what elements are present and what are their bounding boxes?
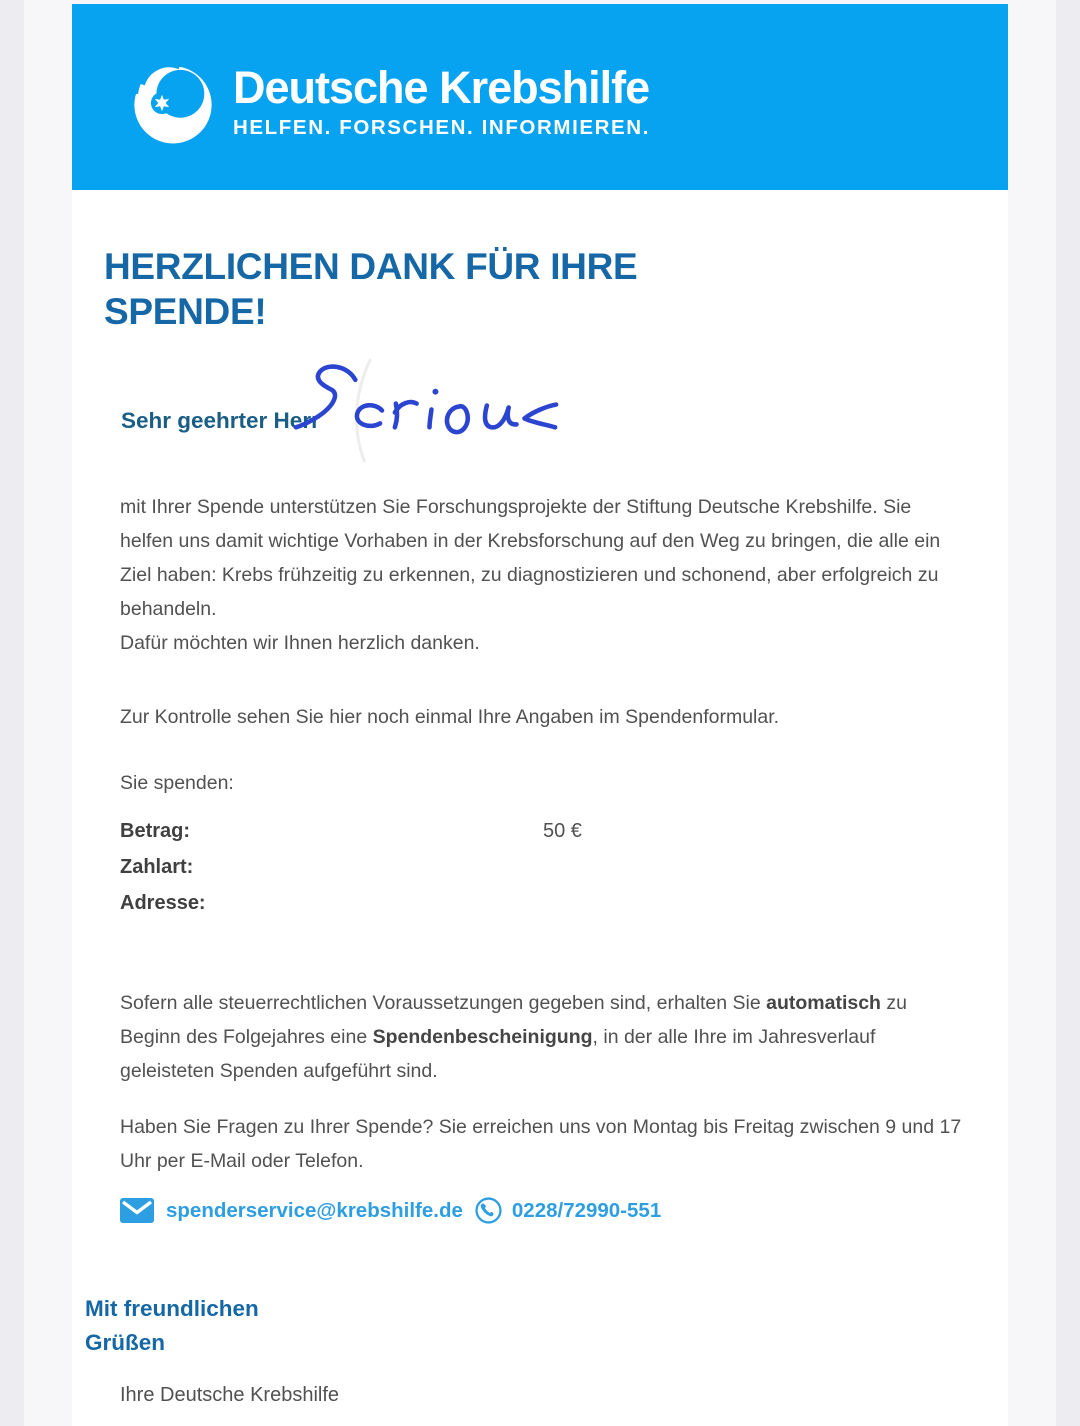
kontrolle-paragraph: Zur Kontrolle sehen Sie hier noch einmal Ihre Angaben im Spendenformular. (120, 706, 780, 728)
tax-note-part1: Sofern alle steuerrechtlichen Voraussetzungen gegeben sind, erhalten Sie (120, 992, 767, 1014)
brand-tagline: HELFEN. FORSCHEN. INFORMIEREN. (233, 116, 651, 139)
donation-row-zahlart (120, 856, 968, 892)
tax-note-bold-spendenbescheinigung: Spendenbescheinigung (372, 1026, 593, 1048)
zahlart-label: Zahlart: (120, 856, 194, 878)
brand-name: Deutsche Krebshilfe (233, 62, 650, 113)
krebshilfe-wave-star-logo-icon (127, 44, 219, 151)
page-title (104, 244, 744, 334)
signature-handwriting (293, 358, 565, 464)
closing-line1: Mit freundlichen (85, 1296, 259, 1321)
tax-note-part2: zu Beginn des Folgejahres eine (120, 992, 907, 1048)
tax-note-paragraph (120, 986, 970, 1088)
phone-number[interactable]: 0228/72990-551 (511, 1198, 662, 1222)
closing-line2: Grüßen (85, 1330, 166, 1355)
intro-text: mit Ihrer Spende unterstützen Sie Forschungsprojekte der Stiftung Deutsche Krebshilfe. Sie helfen uns damit wichtige Vorhaben in der Krebsforschung auf den Weg zu bringen, die alle ein Ziel haben: Krebs frühzeitig zu erkennen, zu diagnostizieren und schonend, aber erfolgreich zu behandeln. (120, 496, 941, 620)
donation-row-betrag (120, 820, 968, 856)
betrag-value: 50 € (543, 820, 582, 842)
phone-icon[interactable] (475, 1197, 502, 1224)
thanks-text: Dafür möchten wir Ihnen herzlich danken. (120, 632, 480, 654)
email-address[interactable]: spenderservice@krebshilfe.de (166, 1198, 463, 1222)
envelope-icon[interactable] (120, 1198, 154, 1223)
tax-note-part3: , in der alle Ihre im Jahresverlauf geleisteten Spenden aufgeführt sind. (120, 1026, 876, 1082)
adresse-label: Adresse: (120, 892, 206, 914)
page-title-line1: HERZLICHEN DANK FÜR IHRE (104, 246, 638, 287)
questions-paragraph: Haben Sie Fragen zu Ihrer Spende? Sie erreichen uns von Montag bis Freitag zwischen 9 und 17 Uhr per E-Mail oder Telefon. (120, 1116, 962, 1172)
closing-signature: Ihre Deutsche Krebshilfe (120, 1384, 340, 1406)
intro-paragraph (120, 490, 968, 660)
closing-greeting (85, 1292, 259, 1360)
contact-row (120, 1197, 661, 1224)
tax-note-bold-automatisch: automatisch (766, 992, 881, 1014)
brand-header (72, 4, 1008, 190)
page-title-line2: SPENDE! (104, 291, 267, 332)
phone-link[interactable] (463, 1197, 661, 1224)
donation-row-adresse (120, 892, 968, 928)
email-link[interactable] (120, 1198, 463, 1223)
donation-summary (120, 820, 968, 928)
sie-spenden-label: Sie spenden: (120, 772, 234, 794)
salutation-label: Sehr geehrter Herr (121, 408, 320, 433)
betrag-label: Betrag: (120, 820, 191, 842)
